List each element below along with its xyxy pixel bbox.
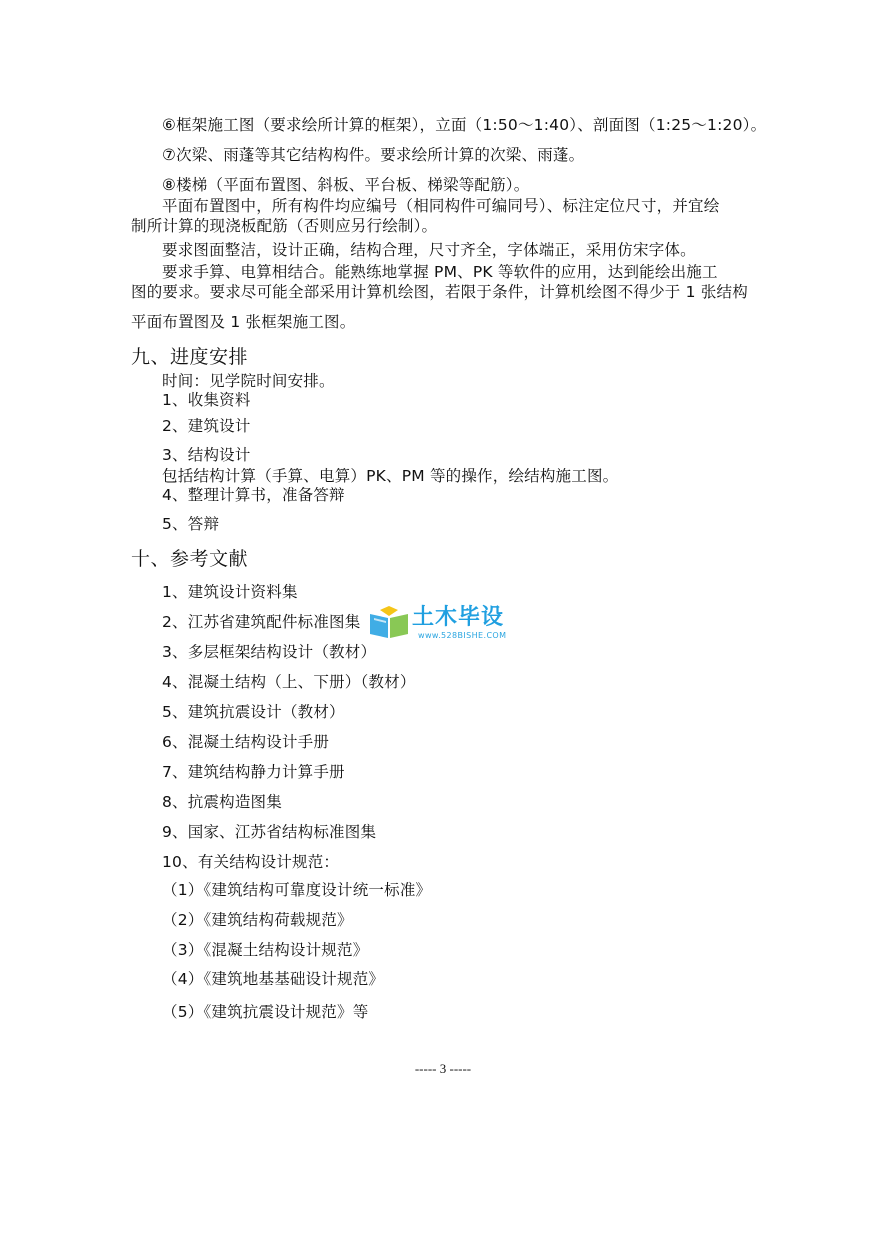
text-line: ⑥框架施工图（要求绘所计算的框架），立面（1:50～1:40）、剖面图（1:25～1:20）。 — [162, 116, 767, 134]
text-line: 要求手算、电算相结合。能熟练地掌握 PM、PK 等软件的应用，达到能绘出施工 — [162, 263, 718, 281]
text-line: 平面布置图中，所有构件均应编号（相同构件可编同号）、标注定位尺寸，并宜绘 — [162, 197, 720, 215]
reference-item: 3、多层框架结构设计（教材） — [162, 643, 377, 661]
text-line: 要求图面整洁，设计正确，结构合理，尺寸齐全，字体端正，采用仿宋字体。 — [162, 241, 696, 259]
text-line: ⑦次梁、雨蓬等其它结构构件。要求绘所计算的次梁、雨蓬。 — [162, 146, 585, 164]
section-heading: 九、进度安排 — [131, 346, 249, 368]
section-heading: 十、参考文献 — [131, 548, 249, 570]
reference-subitem: （5）《建筑抗震设计规范》等 — [162, 1003, 369, 1021]
reference-item: 4、混凝土结构（上、下册）（教材） — [162, 673, 416, 691]
list-item: 3、结构设计 — [162, 446, 251, 464]
text-line: 平面布置图及 1 张框架施工图。 — [131, 313, 356, 331]
reference-item: 2、江苏省建筑配件标准图集 — [162, 613, 361, 631]
reference-subitem: （1）《建筑结构可靠度设计统一标准》 — [162, 881, 432, 899]
reference-item: 9、国家、江苏省结构标准图集 — [162, 823, 377, 841]
watermark-url: www.528BISHE.COM — [418, 631, 507, 640]
reference-item: 8、抗震构造图集 — [162, 793, 282, 811]
text-line: 包括结构计算（手算、电算）PK、PM 等的操作，绘结构施工图。 — [162, 467, 619, 485]
text-line: 图的要求。要求尽可能全部采用计算机绘图，若限于条件，计算机绘图不得少于 1 张结构 — [131, 283, 748, 301]
watermark-logo — [366, 604, 526, 644]
list-item: 2、建筑设计 — [162, 417, 251, 435]
reference-item: 10、有关结构设计规范： — [162, 853, 340, 871]
list-item: 4、整理计算书，准备答辩 — [162, 486, 345, 504]
list-item: 5、答辩 — [162, 515, 220, 533]
page-number: ----- 3 ----- — [414, 1061, 472, 1076]
list-item: 1、收集资料 — [162, 391, 251, 409]
reference-subitem: （4）《建筑地基基础设计规范》 — [162, 970, 385, 988]
book-icon — [366, 606, 412, 640]
reference-item: 5、建筑抗震设计（教材） — [162, 703, 345, 721]
reference-subitem: （3）《混凝土结构设计规范》 — [162, 941, 369, 959]
reference-subitem: （2）《建筑结构荷载规范》 — [162, 911, 353, 929]
text-line: ⑧楼梯（平面布置图、斜板、平台板、梯梁等配筋）。 — [162, 176, 530, 194]
reference-item: 1、建筑设计资料集 — [162, 583, 298, 601]
reference-item: 7、建筑结构静力计算手册 — [162, 763, 345, 781]
text-line: 制所计算的现浇板配筋（否则应另行绘制）。 — [131, 217, 438, 235]
text-line: 时间：见学院时间安排。 — [162, 372, 335, 390]
watermark-title: 土木毕设 — [412, 605, 505, 630]
reference-item: 6、混凝土结构设计手册 — [162, 733, 330, 751]
